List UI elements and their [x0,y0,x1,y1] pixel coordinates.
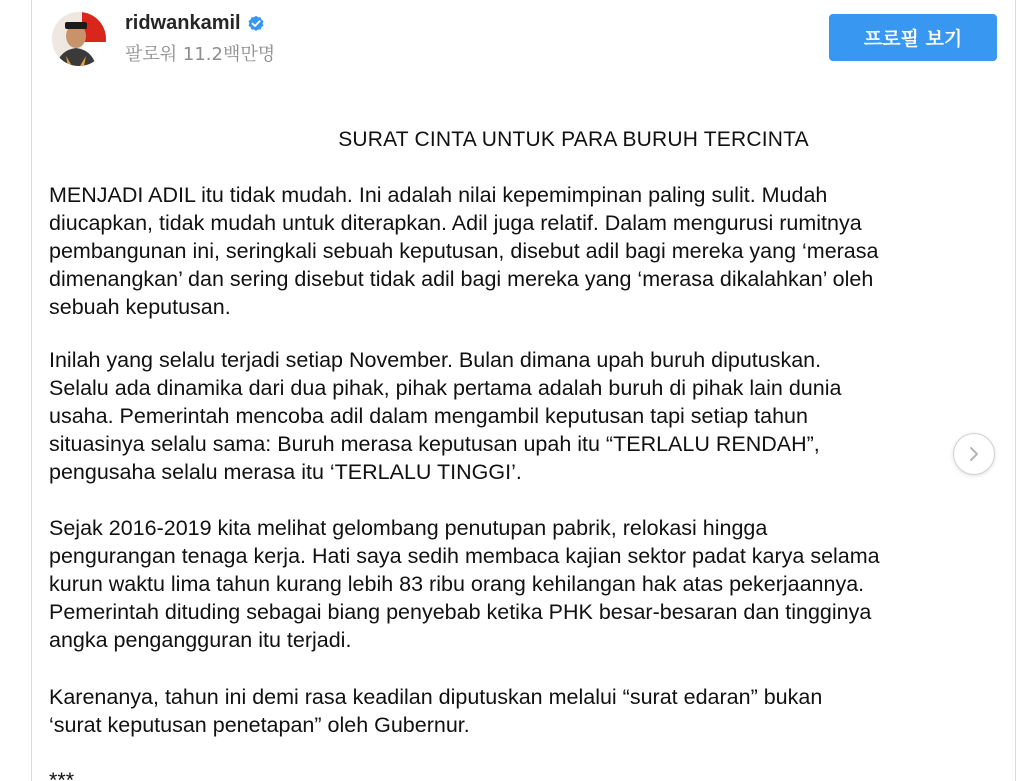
paragraph-5: *** [49,768,75,781]
username-row [125,12,265,35]
next-slide-button[interactable] [953,433,995,475]
paragraph-4: Karenanya, tahun ini demi rasa keadilan diputuskan melalui “surat edaran” bukan ‘surat keputusan penetapan” oleh Gubernur. [49,685,823,737]
view-profile-button[interactable]: 프로필 보기 [829,14,997,61]
verified-badge-icon [247,15,265,33]
post-header [32,0,1015,78]
follower-count: 팔로워 11.2백만명 [125,44,276,65]
avatar-image [52,12,106,66]
paragraph-3: Sejak 2016-2019 kita melihat gelombang penutupan pabrik, relokasi hingga pengurangan tenaga kerja. Hati saya sedih membaca kajian sektor padat karya selama kurun waktu lima tahun kurang lebih 83 ribu orang kehilangan hak atas pekerjaannya. Pemerintah dituding sebagai biang penyebab ketika PHK besar-besaran dan tingginya angka pengangguran itu terjadi. [49,516,880,652]
post-image-content [32,78,1015,781]
avatar[interactable] [52,12,106,66]
paragraph-1: MENJADI ADIL itu tidak mudah. Ini adalah nilai kepemimpinan paling sulit. Mudah diucapkan, tidak mudah untuk diterapkan. Adil juga relatif. Dalam mengurusi rumitnya pembangunan ini, seringkali sebuah keputusan, disebut adil bagi mereka yang ‘merasa dimenangkan’ dan sering disebut tidak adil bagi mereka yang ‘merasa dikalahkan’ oleh sebuah keputusan. [49,183,879,319]
paragraph-2: Inilah yang selalu terjadi setiap November. Bulan dimana upah buruh diputuskan. Selalu ada dinamika dari dua pihak, pihak pertama adalah buruh di pihak lain dunia usaha. Pemerintah mencoba adil dalam mengambil keputusan tapi setiap tahun situasinya selalu sama: Buruh merasa keputusan upah itu “TERLALU RENDAH”, pengusaha selalu merasa itu ‘TERLALU TINGGI’. [49,348,842,484]
username-link[interactable]: ridwankamil [125,12,241,34]
letter-title: SURAT CINTA UNTUK PARA BURUH TERCINTA [338,128,809,151]
chevron-right-icon [967,446,981,462]
post-card [31,0,1016,781]
